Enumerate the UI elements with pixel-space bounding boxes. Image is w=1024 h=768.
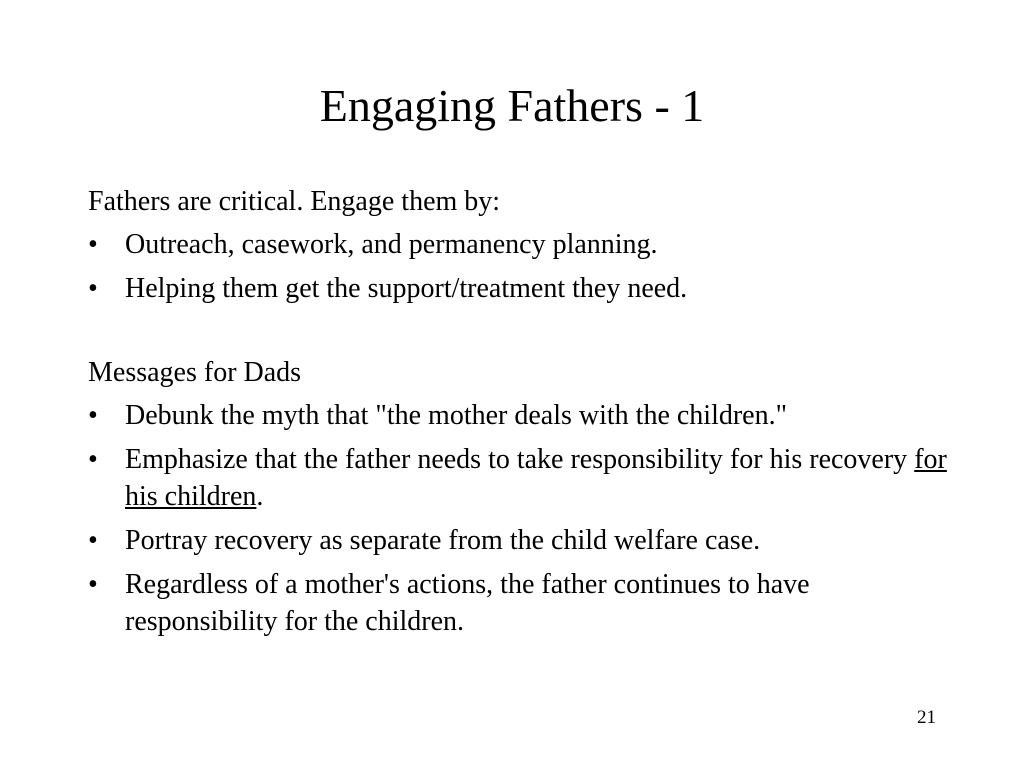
section-gap [88, 314, 958, 354]
list-item-text: Outreach, casework, and permanency planning. [125, 229, 658, 260]
bullet-glyph: • [88, 525, 98, 556]
messages-list [88, 397, 958, 640]
slide-title: Engaging Fathers - 1 [319, 80, 705, 131]
list-item-punctuation: . [256, 481, 264, 512]
list-item-text: Emphasize that the father needs to take responsibility for his recovery [125, 444, 915, 475]
list-item [88, 566, 958, 640]
bullet-glyph: • [88, 444, 98, 475]
page-number: 21 [917, 707, 936, 728]
engage-list [88, 226, 958, 307]
bullet-glyph: • [88, 400, 98, 431]
bullet-glyph: • [88, 569, 98, 600]
list-item [88, 397, 958, 434]
bullet-glyph: • [88, 273, 98, 304]
section-intro-engage: Fathers are critical. Engage them by: [88, 186, 501, 217]
list-item [88, 270, 958, 307]
slide-body [88, 183, 958, 647]
list-item-text: Portray recovery as separate from the child welfare case. [125, 525, 761, 556]
list-item [88, 522, 958, 559]
underlined-phrase: for his children [125, 444, 947, 512]
list-item [88, 441, 958, 515]
list-item-text: Regardless of a mother's actions, the father continues to have responsibility for the children. [125, 569, 810, 637]
list-item [88, 226, 958, 263]
bullet-glyph: • [88, 229, 98, 260]
list-item-text: Debunk the myth that "the mother deals with the children." [125, 400, 788, 431]
section-intro-messages: Messages for Dads [88, 357, 302, 388]
list-item-text: Helping them get the support/treatment they need. [125, 273, 688, 304]
